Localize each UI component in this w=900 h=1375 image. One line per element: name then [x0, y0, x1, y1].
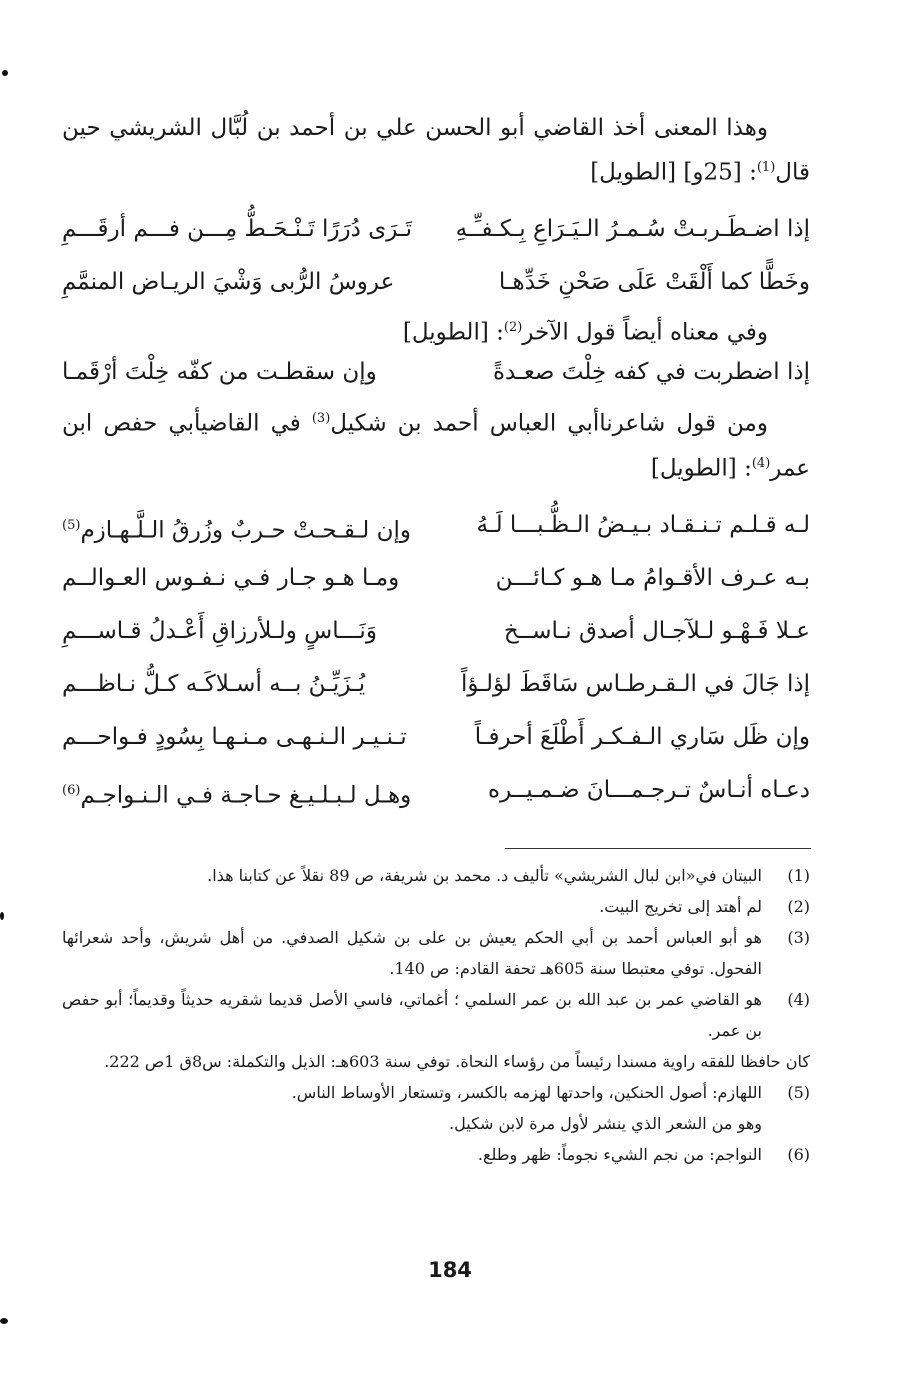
footnote-text: وهو من الشعر الذي ينشر لأول مرة لابن شكيل. [449, 1114, 762, 1133]
intro-paragraph [62, 108, 810, 193]
first-hemistich: دعـاه أنـاسٌ تـرجـمـــانَ ضـمـيــره [488, 776, 810, 803]
first-hemistich: إذا جَالَ في الـقـرطـاس سَاقَطَ لؤلـؤاً [460, 670, 810, 697]
poem-2 [62, 351, 810, 393]
footnote-ref-1: (1) [756, 160, 776, 175]
second-text: وفي معناه أيضاً قول الآخر [522, 319, 768, 346]
first-hemistich: وإن ظَل سَاري الـفـكـر أَطْلَعَ أحرفـاً [474, 723, 810, 750]
margin-speck-bottom [0, 1318, 8, 1324]
third-text-1: ومن قول شاعرناأبي العباس أحمد بن شكيل [330, 410, 768, 437]
second-paragraph [62, 309, 810, 352]
poem-3 [62, 499, 810, 817]
verse-line [62, 711, 810, 764]
footnote-number: (3) [787, 928, 810, 947]
verse-line [62, 764, 810, 817]
footnote-text: كان حافظا للفقه راوية مسندا رئيساً من رؤساء النحاة. توفي سنة 603هـ: الذيل والتكملة: س8ق 1ص 222. [104, 1052, 810, 1071]
footnote [62, 1139, 810, 1170]
second-hemistich: وإن سقطـت من كفّه خِلْتَ أرْقَمـا [62, 359, 377, 386]
footnote [62, 922, 810, 984]
first-hemistich: بـه عـرف الأقـوامُ مـا هـو كـائـــن [495, 564, 810, 591]
footnote-ref-3: (3) [311, 411, 331, 427]
second-meter: : [الطويل] [402, 319, 504, 346]
footnote-continuation [62, 1108, 810, 1139]
footnote-number: (1) [787, 866, 810, 885]
footnote-text: هو أبو العباس أحمد بن أبي الحكم يعيش بن على بن شكيل الصدفي. من أهل شريش، وأحد شعرائها الفحول. توفي معتبطا سنة 605هـ تحفة القادم: ص 140. [62, 928, 762, 978]
footnote-ref-5: (5) [62, 517, 81, 533]
second-hemistich: عروسُ الرُّبى وَشْيَ الريـاض المنمَّمِ [62, 268, 395, 295]
first-hemistich: عـلا فَـهْـو لـلآجـال أصدق نـاســخ [503, 617, 810, 644]
poem-1 [62, 203, 810, 309]
footnote-number: (6) [787, 1145, 810, 1164]
second-hemistich [62, 499, 417, 552]
second-hemistich: تـنـيـر الـنـهـى مـنـهـا بِسُودٍ فـواحـــم [62, 723, 407, 750]
verse-line [62, 499, 810, 552]
third-meter: : [الطويل] [650, 455, 752, 482]
hemistich-text: وإن لـقـحـتْ حـربٌ وزُرقُ الـلَّـهـازم [80, 517, 412, 544]
first-hemistich: إذا اضطربت في كفه خِلْتَ صعـدةً [492, 359, 810, 386]
main-text [62, 108, 810, 817]
third-text-2: في القاضيأبي حفص ابن عمر [62, 410, 810, 482]
footnote-ref-4: (4) [751, 455, 771, 471]
second-hemistich: ومـا هـو جـار فـي نـفـوس العـوالــم [62, 564, 400, 591]
footnote-number: (4) [787, 990, 810, 1009]
first-hemistich: لـه قـلـم تـنـقـاد بـيـضُ الـظُّـبـــا لَـهُ [476, 511, 810, 538]
footnote [62, 984, 810, 1046]
footnote-text: اللهازم: أصول الحنكين، واحدتها لهزمه بالكسر، وتستعار الأوساط الناس. [291, 1083, 762, 1102]
footnotes [62, 860, 810, 1170]
margin-speck-top [2, 70, 8, 76]
footnote [62, 891, 810, 922]
verse-line [62, 605, 810, 658]
page-number: 184 [428, 1258, 472, 1282]
footnote-number: (5) [787, 1083, 810, 1102]
intro-text: وهذا المعنى أخذ القاضي أبو الحسن علي بن أحمد بن لُبَّال الشريشي حين قال [62, 115, 810, 186]
first-hemistich: إذا اضـطَـربـتْ سُـمـرُ الـيَـرَاعِ بِـكـفـِّـهِ [455, 215, 810, 242]
first-hemistich: وخَطًّا كما أَلْقَتْ عَلَى صَحْنِ خَدِّهـا [498, 268, 810, 295]
footnote-text: البيتان في«ابن لبال الشريشي» تأليف د. محمد بن شريفة، ص 89 نقلاً عن كتابنا هذا. [207, 866, 762, 885]
footnote-separator [505, 848, 811, 849]
footnote-text: النواجم: من نجم الشيء نجوماً: ظهر وطلع. [477, 1145, 762, 1164]
intro-meter: : [25و] [الطويل] [590, 159, 757, 186]
footnote-number: (2) [787, 897, 810, 916]
verse-line [62, 351, 810, 393]
verse-line [62, 552, 810, 605]
hemistich-text: وهـل لـبـلـيـغ حـاجـة فـي الـنـواجـم [80, 782, 412, 809]
verse-line [62, 256, 810, 309]
second-hemistich: تَـرَى دُرَرًا تَـنْـحَـطُّ مِـــن فـــم أرقَـــمِ [62, 215, 413, 242]
footnote-text: هو القاضي عمر بن عبد الله بن عمر السلمي ؛ أغماتي، فاسي الأصل قديما شقريه حديثاً وقديماً؛ أبو حفص بن عمر. [62, 990, 762, 1040]
verse-line [62, 203, 810, 256]
second-hemistich [62, 764, 417, 817]
verse-line [62, 658, 810, 711]
footnote [62, 1077, 810, 1108]
footnote-ref-6: (6) [62, 782, 81, 798]
footnote-ref-2: (2) [503, 319, 523, 335]
footnote [62, 860, 810, 891]
footnote-continuation [62, 1046, 810, 1077]
footnote-text: لم أهتد إلى تخريج البيت. [599, 897, 762, 916]
second-hemistich: وَنَـــاسٍ ولـلأرزاقِ أَعْـدلُ قـاســـمِ [62, 617, 377, 644]
second-hemistich: يُـزَيِّـنُ بــه أسـلاكَـه كـلُّ نـاظـــم [62, 670, 366, 697]
third-paragraph [62, 399, 810, 488]
margin-speck-middle [0, 912, 4, 920]
